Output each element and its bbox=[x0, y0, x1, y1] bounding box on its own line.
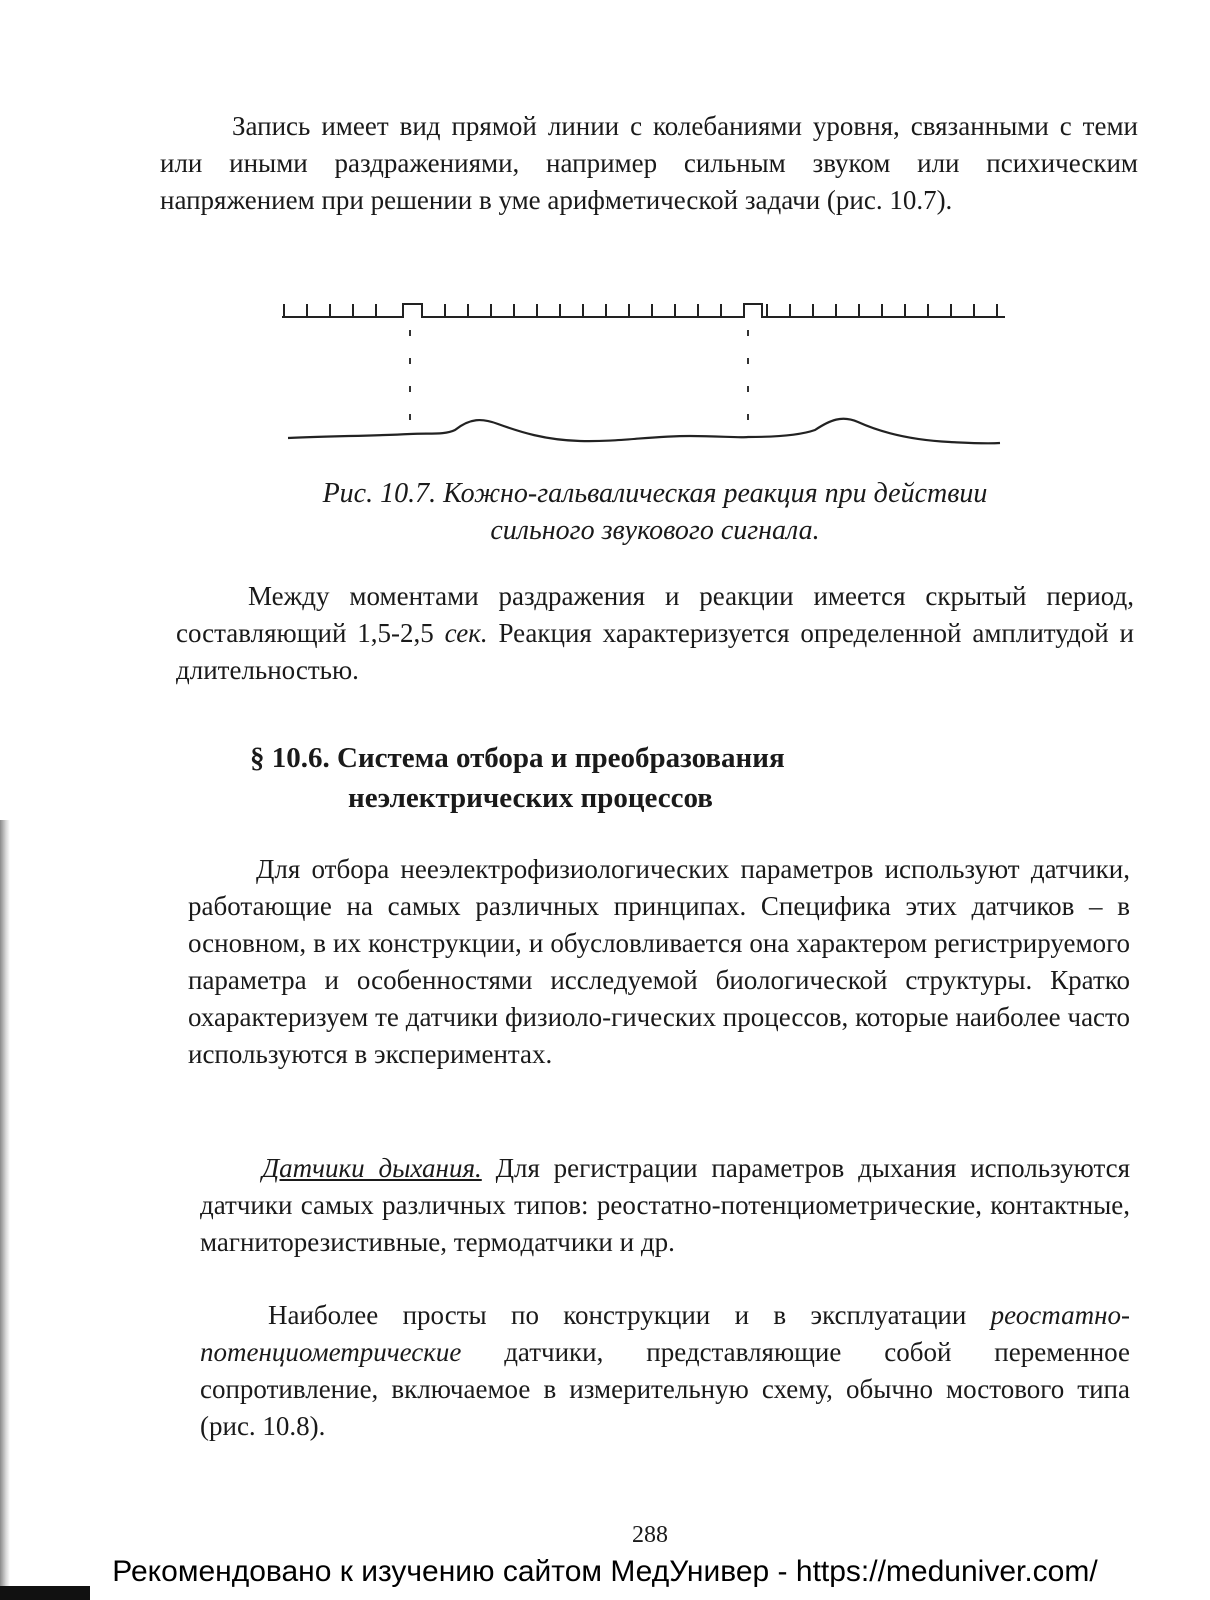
section-heading-line-1: § 10.6. Система отбора и преобразования bbox=[250, 742, 785, 774]
paragraph-2 bbox=[176, 578, 1134, 689]
stimulus-dotted-lines bbox=[410, 330, 748, 438]
paragraph-1: Запись имеет вид прямой линии с колебаниями уровня, связанными с теми или иными раздражениями, например сильным звуком или психическим напряжением при решении в уме арифметической задачи (рис. 10.7). bbox=[160, 111, 1138, 215]
scan-edge-shadow bbox=[0, 820, 10, 1600]
time-ticks bbox=[284, 304, 997, 317]
figure-10-7 bbox=[270, 290, 1030, 460]
paragraph-4-text: Для регистрации параметров дыхания используются датчики самых различных типов: реостатно-потенциометрические, контактные, магниторезистивные, термодатчики и др. bbox=[200, 1153, 1130, 1257]
paragraph-4-term: Датчики дыхания. bbox=[262, 1153, 482, 1183]
footer-banner: Рекомендовано к изучению сайтом МедУнивер - https://meduniver.com/ bbox=[112, 1555, 1098, 1588]
page-number: 288 bbox=[632, 1522, 668, 1548]
paragraph-5-text-after: датчики, представляющие собой переменное сопротивление, включаемое в измерительную схему, обычно мостового типа (рис. 10.8). bbox=[200, 1337, 1130, 1441]
paragraph-5-text-before: Наиболее просты по конструкции и в эксплуатации bbox=[268, 1300, 991, 1330]
paragraph-4 bbox=[200, 1150, 1130, 1261]
paragraph-2-text-before: Между моментами раздражения и реакции имеется скрытый период, составляющий 1,5-2,5 bbox=[176, 581, 1134, 648]
section-heading-line-2: неэлектрических процессов bbox=[348, 782, 713, 814]
section-heading bbox=[230, 738, 990, 818]
caption-line-1: Рис. 10.7. Кожно-гальвалическая реакция при действии bbox=[322, 478, 988, 509]
paragraph-5-term: реостатно-потенциометрические bbox=[200, 1300, 1130, 1367]
paragraph-5 bbox=[200, 1297, 1130, 1445]
time-marker-line bbox=[282, 304, 1005, 317]
figure-caption bbox=[180, 475, 1130, 549]
paragraph-3: Для отбора нееэлектрофизиологических параметров используют датчики, работающие на самых различных принципах. Специфика этих датчиков – в основном, в их конструкции, и обусловливается она характером регистрируемого параметра и особенностями исследуемой биологической структуры. Кратко охарактеризуем те датчики физиоло-гических процессов, которые наиболее часто используются в экспериментах. bbox=[188, 854, 1130, 1069]
paragraph-2-text-after: Реакция характеризуется определенной амплитудой и длительностью. bbox=[176, 618, 1135, 685]
paragraph-2-unit: сек. bbox=[444, 618, 488, 648]
gsr-response-curve bbox=[288, 419, 1000, 444]
caption-line-2: сильного звукового сигнала. bbox=[490, 515, 820, 546]
